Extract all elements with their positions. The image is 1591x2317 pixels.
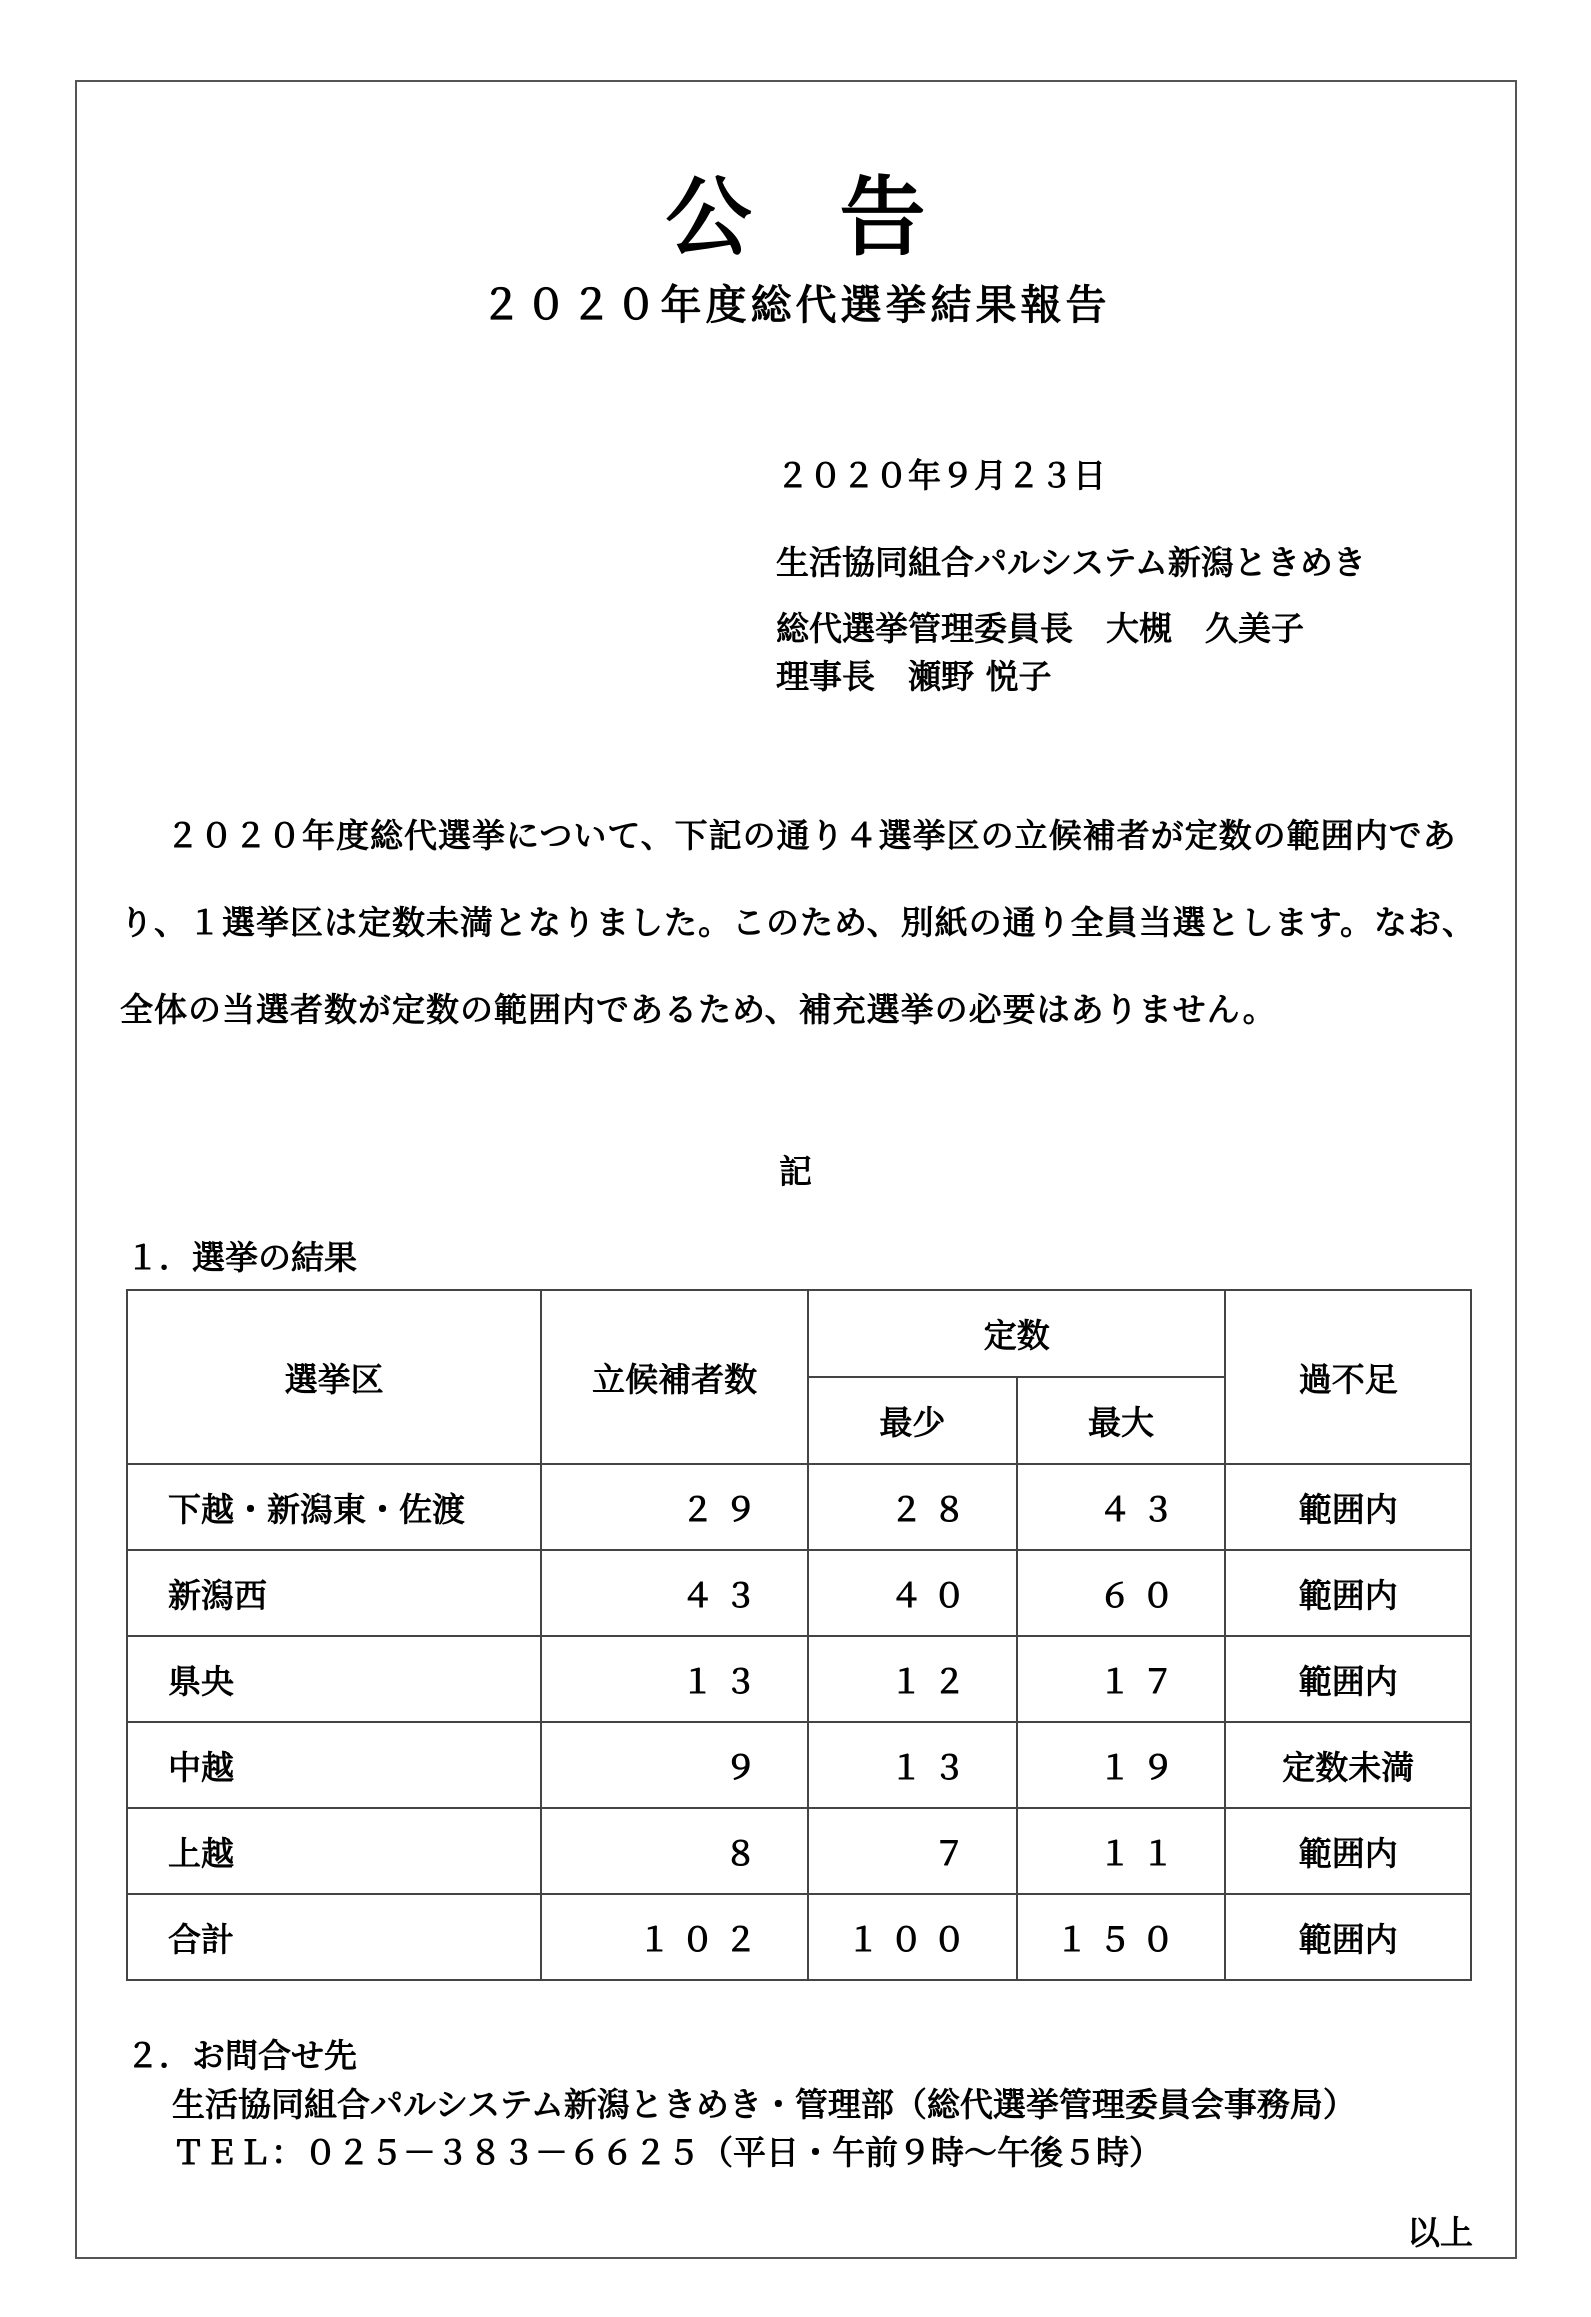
candidates-cell: ４３ [541, 1550, 808, 1636]
quota-min-cell: １２ [808, 1636, 1017, 1722]
quota-max-cell: １９ [1017, 1722, 1226, 1808]
closing-mark: 以上 [1407, 2213, 1473, 2252]
notice-title: 公告 [665, 168, 1014, 268]
signatory-chairman: 理事長 瀬野 悦子 [776, 657, 1052, 696]
signatory-election-chair: 総代選挙管理委員長 大槻 久美子 [776, 609, 1304, 648]
candidates-cell: ９ [541, 1722, 808, 1808]
quota-max-cell: ４３ [1017, 1464, 1226, 1550]
notice-body: ２０２０年度総代選挙について、下記の通り４選挙区の立候補者が定数の範囲内であり、１選挙区は定数未満となりました。このため、別紙の通り全員当選とします。なお、全体の当選者数が定数の範囲内であるため、補充選挙の必要はありません。 [120, 816, 1477, 1029]
quota-max-cell: １１ [1017, 1808, 1226, 1894]
status-cell: 範囲内 [1225, 1636, 1471, 1722]
table-row [127, 1722, 1471, 1808]
status-cell: 範囲内 [1225, 1808, 1471, 1894]
table-row [127, 1550, 1471, 1636]
header-status: 過不足 [1225, 1290, 1471, 1464]
contact-phone: ＴＥＬ：０２５－３８３－６６２５（平日・午前９時～午後５時） [172, 2133, 1162, 2172]
district-cell: 中越 [127, 1722, 541, 1808]
quota-max-cell: １７ [1017, 1636, 1226, 1722]
district-cell: 県央 [127, 1636, 541, 1722]
table-row [127, 1636, 1471, 1722]
district-cell: 合計 [127, 1894, 541, 1980]
header-quota-max: 最大 [1017, 1377, 1226, 1464]
quota-min-cell: ２８ [808, 1464, 1017, 1550]
header-candidates: 立候補者数 [541, 1290, 808, 1464]
header-district: 選挙区 [127, 1290, 541, 1464]
section2-heading: ２．お問合せ先 [126, 2036, 357, 2075]
district-cell: 上越 [127, 1808, 541, 1894]
candidates-cell: ２９ [541, 1464, 808, 1550]
candidates-cell: １０２ [541, 1894, 808, 1980]
quota-min-cell: ７ [808, 1808, 1017, 1894]
header-quota: 定数 [808, 1290, 1225, 1377]
results-table [126, 1289, 1472, 1981]
status-cell: 定数未満 [1225, 1722, 1471, 1808]
status-cell: 範囲内 [1225, 1894, 1471, 1980]
status-cell: 範囲内 [1225, 1550, 1471, 1636]
status-cell: 範囲内 [1225, 1464, 1471, 1550]
quota-min-cell: １００ [808, 1894, 1017, 1980]
contact-organization: 生活協同組合パルシステム新潟ときめき・管理部（総代選挙管理委員会事務局） [172, 2085, 1356, 2124]
table-row [127, 1808, 1471, 1894]
quota-min-cell: １３ [808, 1722, 1017, 1808]
district-cell: 新潟西 [127, 1550, 541, 1636]
organization-name: 生活協同組合パルシステム新潟ときめき [776, 543, 1366, 582]
candidates-cell: ８ [541, 1808, 808, 1894]
quota-max-cell: １５０ [1017, 1894, 1226, 1980]
table-row-total [127, 1894, 1471, 1980]
ki-marker: 記 [779, 1152, 812, 1191]
candidates-cell: １３ [541, 1636, 808, 1722]
district-cell: 下越・新潟東・佐渡 [127, 1464, 541, 1550]
quota-min-cell: ４０ [808, 1550, 1017, 1636]
quota-max-cell: ６０ [1017, 1550, 1226, 1636]
table-row [127, 1464, 1471, 1550]
notice-date: ２０２０年９月２３日 [776, 456, 1106, 495]
header-quota-min: 最少 [808, 1377, 1017, 1464]
notice-subtitle: ２０２０年度総代選挙結果報告 [480, 281, 1111, 329]
section1-heading: １．選挙の結果 [126, 1238, 357, 1277]
